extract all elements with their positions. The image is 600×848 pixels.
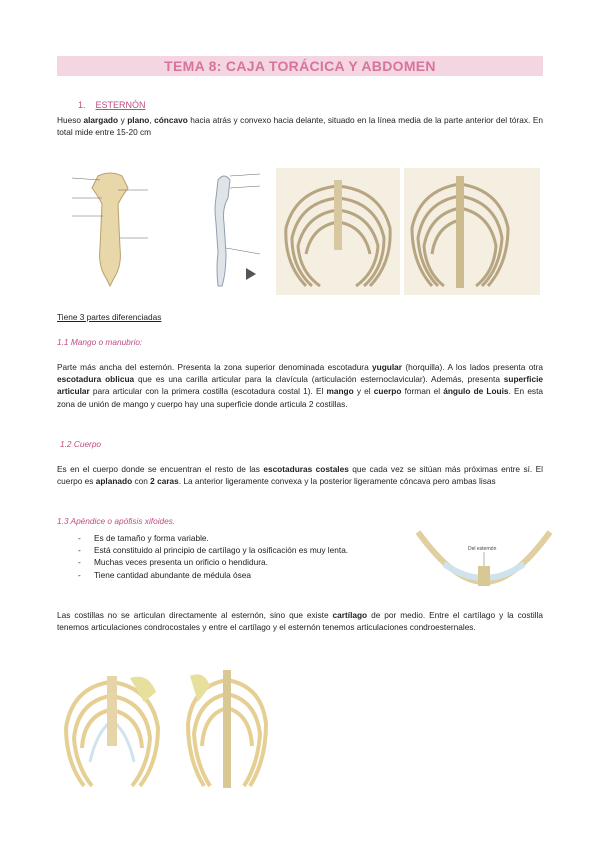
list-item: - Es de tamaño y forma variable. <box>78 533 209 543</box>
subheading-mango: 1.1 Mango o manubrio: <box>57 337 143 347</box>
rib-cage-anterior-photo <box>276 168 400 295</box>
rib-cage-posterior-photo <box>404 168 540 295</box>
title-banner <box>57 56 543 76</box>
costillas-paragraph: Las costillas no se articulan directamente al esternón, sino que existe cartílago de por medio. Entre el cartílago y la costilla tenemos articulaciones condrocostales y entre el cartílago y el esternón tenemos articulaciones condroesternales. <box>57 610 543 633</box>
intro-paragraph: Hueso alargado y plano, cóncavo hacia atrás y convexo hacia delante, situado en la línea media de la parte anterior del tórax. En total mide entre 15-20 cm <box>57 115 543 138</box>
list-item: - Tiene cantidad abundante de médula ósea <box>78 569 251 580</box>
page-title: TEMA 8: CAJA TORÁCICA Y ABDOMEN <box>164 58 436 74</box>
subheading-cuerpo: 1.2 Cuerpo <box>60 439 102 449</box>
list-item: - Está constituido al principio de cartílago y la osificación es muy lenta. <box>78 545 349 556</box>
subheading-apendice: 1.3 Apéndice o apófisis xifoides. <box>57 516 176 526</box>
list-item: - Muchas veces presenta un orificio o hendidura. <box>78 557 268 568</box>
sternum-anterior-illustration <box>70 168 150 293</box>
section-heading-esternon: 1. ESTERNÓN <box>78 100 146 110</box>
thorax-anterior-illustration <box>60 662 165 792</box>
thorax-posterior-illustration <box>182 662 272 792</box>
xifoides-list <box>78 532 398 581</box>
costal-cartilage-figure <box>414 526 554 596</box>
figure-label: Del esternón <box>468 546 497 552</box>
cuerpo-paragraph: Es en el cuerpo donde se encuentran el resto de las escotaduras costales que cada vez se sitúan más próximas entre sí. El cuerpo es aplanado con 2 caras. La anterior ligeramente convexa y la posterior ligeramente cóncava pero ambas lisas <box>57 464 543 487</box>
sternum-lateral-illustration <box>200 168 280 293</box>
play-icon <box>246 268 256 280</box>
mango-paragraph: Parte más ancha del esternón. Presenta la zona superior denominada escotadura yugular (horquilla). A los lados presenta otra escotadura oblicua que es una carilla articular para la clavícula (articulación esternoclavicular). Además, presenta superficie articular para articular con la primera costilla (escotadura costal 1). El mango y el cuerpo forman el ángulo de Louis. En esta zona de unión de mango y cuerpo hay una superficie donde articula 2 costillas. <box>57 362 544 409</box>
parts-heading: Tiene 3 partes diferenciadas <box>57 312 162 322</box>
